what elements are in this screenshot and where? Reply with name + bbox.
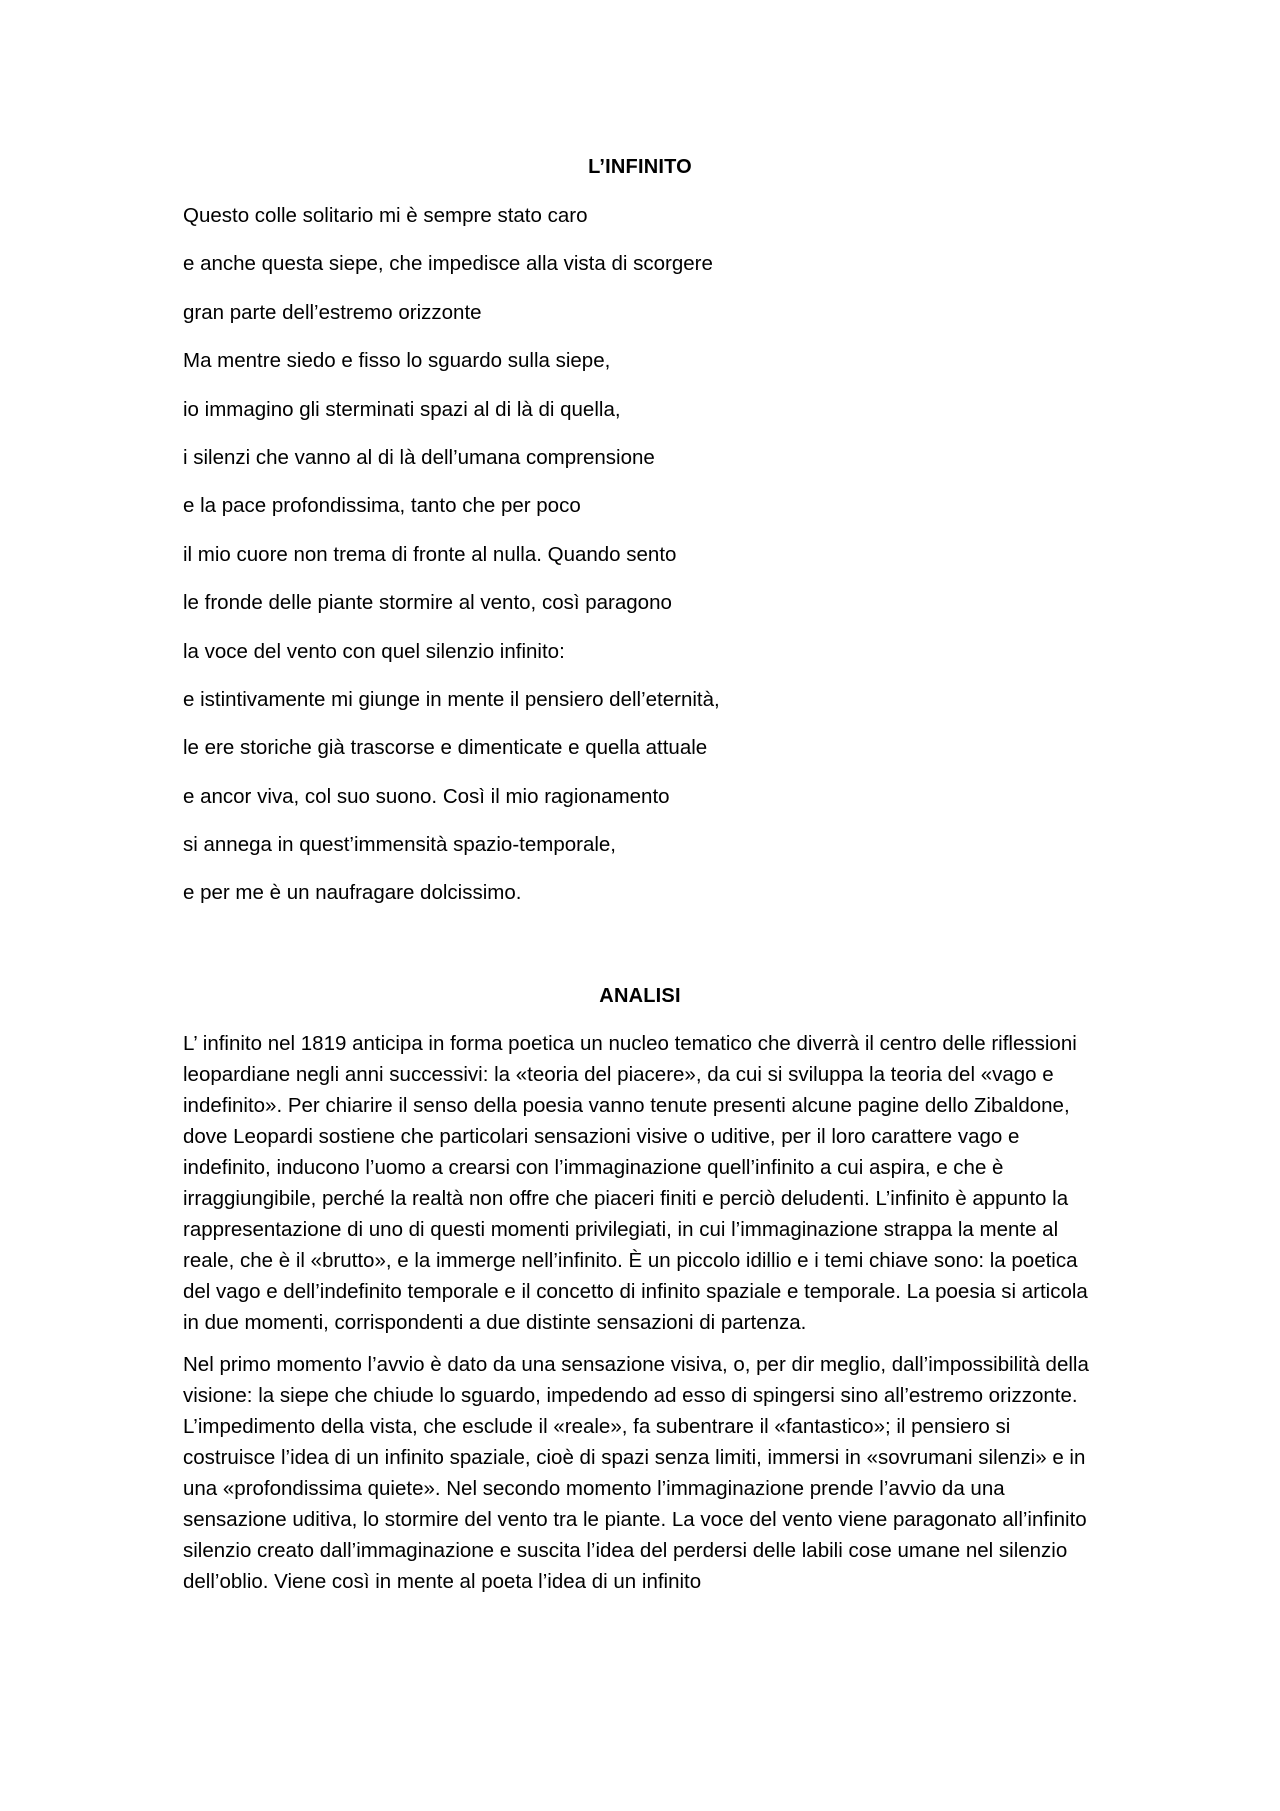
poem-line: la voce del vento con quel silenzio infinito: [183,639,565,663]
analysis-paragraph: Nel primo momento l’avvio è dato da una sensazione visiva, o, per dir meglio, dall’impossibilità della visione: la siepe che chiude lo sguardo, impedendo ad esso di spingersi sino all’estremo orizzonte. L’impedimento della vista, che esclude il «reale», fa subentrare il «fantastico»; il pensiero si costruisce l’idea di un infinito spaziale, cioè di spazi senza limiti, immersi in «sovrumani silenzi» e in una «profondissima quiete». Nel secondo momento l’immaginazione prende l’avvio da una sensazione uditiva, lo stormire del vento tra le piante. La voce del vento viene paragonato all’infinito silenzio creato dall’immaginazione e suscita l’idea del perdersi delle labili cose umane nel silenzio dell’oblio. Viene così in mente al poeta l’idea di un infinito [183,1353,1089,1593]
poem-line: io immagino gli sterminati spazi al di là di quella, [183,397,621,421]
analysis-paragraph: L’ infinito nel 1819 anticipa in forma poetica un nucleo tematico che diverrà il centro delle riflessioni leopardiane negli anni successivi: la «teoria del piacere», da cui si sviluppa la teoria del «vago e indefinito». Per chiarire il senso della poesia vanno tenute presenti alcune pagine dello Zibaldone, dove Leopardi sostiene che particolari sensazioni visive o uditive, per il loro carattere vago e indefinito, inducono l’uomo a crearsi con l’immaginazione quell’infinito a cui aspira, e che è irraggiungibile, perché la realtà non offre che piaceri finiti e perciò deludenti. L’infinito è appunto la rappresentazione di uno di questi momenti privilegiati, in cui l’immaginazione strappa la mente al reale, che è il «brutto», e la immerge nell’infinito. È un piccolo idillio e i temi chiave sono: la poetica del vago e dell’indefinito temporale e il concetto di infinito spaziale e temporale. La poesia si articola in due momenti, corrispondenti a due distinte sensazioni di partenza. [183,1032,1088,1334]
poem-line: le fronde delle piante stormire al vento, così paragono [183,591,672,615]
poem-line: e anche questa siepe, che impedisce alla vista di scorgere [183,252,713,276]
poem-line: si annega in quest’immensità spazio-temporale, [183,833,617,857]
poem-line: e per me è un naufragare dolcissimo. [183,881,522,905]
poem-line: il mio cuore non trema di fronte al nulla. Quando sento [183,542,677,566]
analysis-body [183,1028,1098,1597]
poem-line: Questo colle solitario mi è sempre stato caro [183,204,588,227]
analysis-title: ANALISI [599,985,681,1007]
poem-line: Ma mentre siedo e fisso lo sguardo sulla siepe, [183,349,611,373]
poem-title: L’INFINITO [588,156,692,178]
poem-line: e ancor viva, col suo suono. Così il mio ragionamento [183,784,670,808]
poem-line: gran parte dell’estremo orizzonte [183,300,482,324]
poem-line: le ere storiche già trascorse e dimenticate e quella attuale [183,736,708,760]
poem-body [183,204,1083,930]
poem-line: e la pace profondissima, tanto che per poco [183,494,581,518]
poem-line: e istintivamente mi giunge in mente il pensiero dell’eternità, [183,687,720,711]
poem-line: i silenzi che vanno al di là dell’umana comprensione [183,445,655,469]
